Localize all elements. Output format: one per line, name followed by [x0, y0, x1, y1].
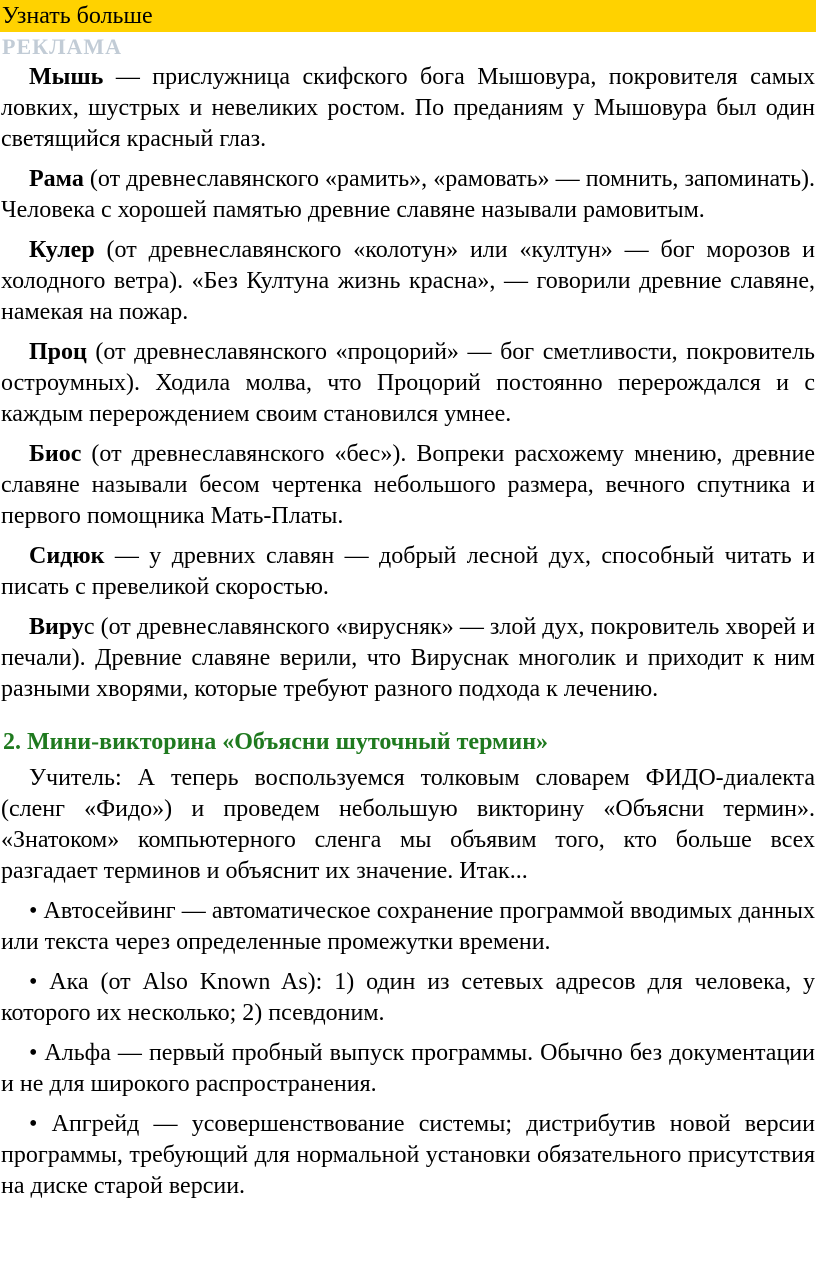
entry-term: Виру [29, 614, 84, 640]
ad-label: РЕКЛАМА [2, 34, 122, 59]
entry-text: — прислужница скифского бога Мышовура, покровителя самых ловких, шустрых и невеликих ростом. По преданиям у Мышовура был один светящийся красный глаз. [1, 64, 815, 152]
entry-text: (от древнеславянского «рамить», «рамовать» — помнить, запоминать). Человека с хорошей памятью древние славяне называли рамовитым. [1, 166, 815, 223]
entry-paragraph [1, 62, 815, 155]
entry-paragraph [1, 439, 815, 532]
entry-text: (от древнеславянского «процорий» — бог сметливости, покровитель остроумных). Ходила молва, что Процорий постоянно перерождался и с каждым перерождением своим становился умнее. [1, 339, 815, 427]
entry-term: Биос [29, 441, 82, 467]
entry-term: Кулер [29, 237, 95, 263]
entry-text: с (от древнеславянского «вирусняк» — злой дух, покровитель хворей и печали). Древние славяне верили, что Вируснак многолик и приходит к ним разными хворями, которые требуют разного подхода к лечению. [1, 614, 815, 702]
list-item: • Альфа — первый пробный выпуск программы. Обычно без документации и не для широкого распространения. [1, 1040, 815, 1097]
list-item: • Автосейвинг — автоматическое сохранение программой вводимых данных или текста через определенные промежутки времени. [1, 898, 815, 955]
list-item: • Апгрейд — усовершенствование системы; дистрибутив новой версии программы, требующий для нормальной установки обязательного присутствия на диске старой версии. [1, 1111, 815, 1199]
entry-paragraph [1, 541, 815, 603]
entry-paragraph [1, 164, 815, 226]
entry-term: Проц [29, 339, 87, 365]
entry-text: (от древнеславянского «бес»). Вопреки расхожему мнению, древние славяне называли бесом чертенка небольшого размера, вечного спутника и первого помощника Мать-Платы. [1, 441, 815, 529]
entry-term: Рама [29, 166, 84, 192]
entry-text: (от древнеславянского «колотун» или «култун» — бог морозов и холодного ветра). «Без Култуна жизнь красна», — говорили древние славяне, намекая на пожар. [1, 237, 815, 325]
entry-paragraph [1, 235, 815, 328]
entry-paragraph [1, 337, 815, 430]
entry-term: Мышь [29, 64, 104, 90]
section-heading: 2. Мини-викторина «Объясни шуточный термин» [3, 729, 549, 755]
article-body [0, 62, 816, 1202]
entry-term: Сидюк [29, 543, 105, 569]
entry-text: — у древних славян — добрый лесной дух, способный читать и писать с превеликой скоростью. [1, 543, 815, 600]
entry-paragraph [1, 612, 815, 705]
learn-more-banner[interactable]: Узнать больше [0, 0, 816, 32]
list-item: • Ака (от Also Known As): 1) один из сетевых адресов для человека, у которого их несколько; 2) псевдоним. [1, 969, 815, 1026]
section-intro: Учитель: А теперь воспользуемся толковым словарем ФИДО-диалекта (сленг «Фидо») и проведем небольшую викторину «Объясни термин». «Знатоком» компьютерного сленга мы объявим того, кто больше всех разгадает терминов и объяснит их значение. Итак... [1, 765, 815, 884]
